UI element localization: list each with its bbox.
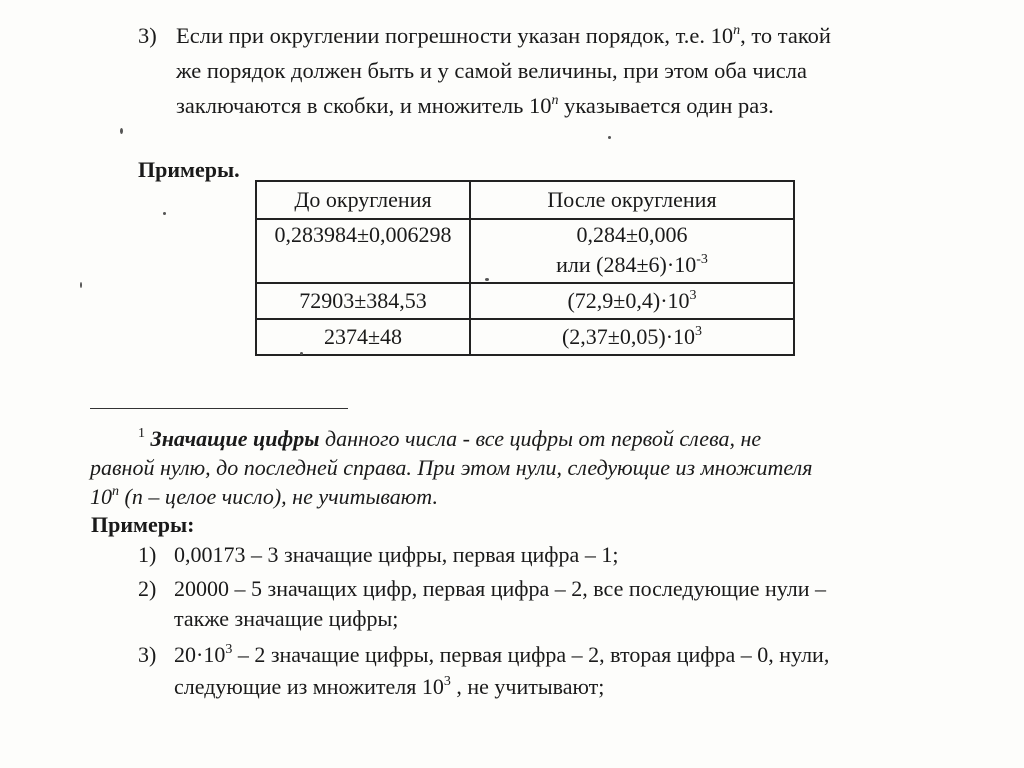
list-item-continuation: также значащие цифры; bbox=[174, 606, 399, 631]
table-cell-before: 72903±384,53 bbox=[256, 283, 470, 319]
scan-speck bbox=[608, 136, 611, 139]
footnote-marker: 1 bbox=[138, 426, 145, 441]
scan-speck bbox=[80, 282, 82, 288]
table-cell-after-line2: или $(284\pm 6)\cdot 10^{-3}$ bbox=[556, 252, 708, 277]
table-cell-before: 0,283984±0,006298 bbox=[274, 222, 452, 247]
table-row bbox=[256, 283, 794, 319]
table-header-before: До округления bbox=[256, 181, 470, 219]
footnote-term: Значащие цифры bbox=[150, 426, 320, 451]
list-item: 3) $20\cdot 10^3 - 2$ значащие цифры, первая цифра – 2, вторая цифра – 0, нули, bbox=[138, 642, 830, 667]
scan-speck bbox=[163, 212, 166, 215]
footnote-line-2: равной нулю, до последней справа. При этом нули, следующие из множителя bbox=[90, 455, 813, 480]
examples-1-title: Примеры. bbox=[138, 157, 240, 182]
table-header-row bbox=[256, 181, 794, 219]
table-row bbox=[256, 319, 794, 355]
footnote-line-1: $^1$ Значащие цифры данного числа - все цифры от первой слева, не bbox=[138, 426, 762, 451]
item-3-line-1: Если при округлении погрешности указан порядок, т.е. 10$^n$, то такой bbox=[176, 23, 831, 48]
table-cell-after-line1: 0,284±0,006 bbox=[576, 222, 688, 247]
table-cell-before: 2374±48 bbox=[256, 319, 470, 355]
footnote-line-3: 10$^n$ (n – целое число), не учитывают. bbox=[90, 484, 438, 509]
table-row bbox=[256, 219, 794, 283]
list-item: 1) 0,00173 – 3 значащие цифры, первая цифра – 1; bbox=[138, 542, 619, 567]
item-3-line-3: заключаются в скобки, и множитель 10$^n$ указывается один раз. bbox=[176, 93, 774, 118]
scan-speck bbox=[120, 128, 123, 134]
table-header-after: После округления bbox=[470, 181, 794, 219]
list-item-continuation: следующие из множителя $10^3$ , не учитывают; bbox=[174, 674, 605, 699]
footnote bbox=[90, 424, 922, 511]
table-cell-after: $(2,37\pm 0,05)\cdot 10^3$ bbox=[470, 319, 794, 355]
scan-speck bbox=[300, 352, 303, 355]
examples-2-title: Примеры: bbox=[91, 512, 195, 537]
rounding-table bbox=[255, 180, 795, 356]
list-item: 2) 20000 – 5 значащих цифр, первая цифра – 2, все последующие нули – bbox=[138, 576, 827, 601]
item-3-line-2: же порядок должен быть и у самой величины, при этом оба числа bbox=[176, 58, 807, 83]
scan-speck bbox=[485, 278, 489, 281]
footnote-divider bbox=[90, 408, 348, 409]
table-cell-after: $(72,9\pm 0,4)\cdot 10^3$ bbox=[470, 283, 794, 319]
item-3-marker: 3) bbox=[138, 23, 157, 48]
